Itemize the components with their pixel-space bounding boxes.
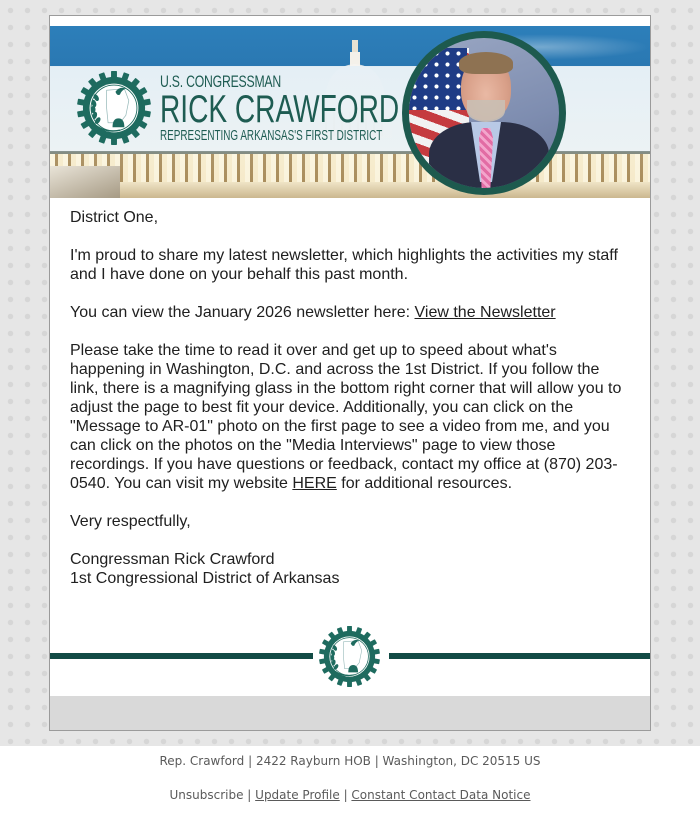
data-notice-link[interactable]: Constant Contact Data Notice	[351, 788, 531, 802]
update-profile-link[interactable]: Update Profile	[255, 788, 340, 802]
email-body	[70, 208, 630, 607]
portrait-frame	[402, 31, 566, 195]
closing: Very respectfully,	[70, 513, 191, 530]
card-footer-band	[50, 696, 650, 730]
separator: |	[339, 788, 352, 802]
footer-divider-right	[389, 653, 650, 659]
footer-divider-left	[50, 653, 313, 659]
mailing-address: Rep. Crawford | 2422 Rayburn HOB | Washington, DC 20515 US	[159, 754, 541, 768]
header-banner	[50, 26, 650, 198]
view-newsletter-link[interactable]: View the Newsletter	[414, 304, 556, 321]
district-tagline: REPRESENTING ARKANSAS'S FIRST DISTRICT	[160, 127, 383, 144]
website-here-link[interactable]: HERE	[292, 475, 337, 492]
newsletter-text: You can view the January 2026 newsletter here:	[70, 304, 415, 321]
footer-seal-icon	[319, 626, 380, 687]
page-footer	[0, 752, 700, 804]
signature	[70, 550, 630, 588]
congressman-name: RICK CRAWFORD	[160, 88, 400, 131]
hair	[459, 52, 513, 74]
greeting: District One,	[70, 209, 159, 226]
flag-stars	[409, 48, 467, 110]
beard	[467, 100, 505, 122]
capitol-base	[50, 182, 650, 198]
details-suffix: for additional resources.	[336, 475, 513, 492]
title-prefix: U.S. CONGRESSMAN	[160, 72, 282, 91]
details-text: Please take the time to read it over and get up to speed about what's happening in Washington, D.C. and across the 1st District. If you follow the link, there is a magnifying glass in the bottom right corner that will allow you to adjust the page to best fit your device. Additionally, you can click on the "Message to AR-01" photo on the first page to see a video from me, and you can click on the photos on the "Media Interviews" page to view those recordings. If you have questions or feedback, contact my office at (870) 203-0540. You can visit my website	[70, 342, 622, 492]
signature-name: Congressman Rick Crawford	[70, 551, 275, 568]
unsubscribe-link[interactable]: Unsubscribe	[169, 788, 244, 802]
district-seal-icon	[77, 71, 151, 145]
details-paragraph	[70, 341, 630, 493]
capitol-steps	[50, 166, 120, 198]
newsletter-paragraph	[70, 303, 630, 322]
separator: |	[243, 788, 256, 802]
footer-links	[0, 786, 700, 804]
signature-title: 1st Congressional District of Arkansas	[70, 570, 340, 587]
email-card	[49, 15, 651, 731]
congressman-portrait	[409, 38, 559, 188]
intro-paragraph: I'm proud to share my latest newsletter, which highlights the activities my staff and I have done on your behalf this past month.	[70, 247, 618, 283]
